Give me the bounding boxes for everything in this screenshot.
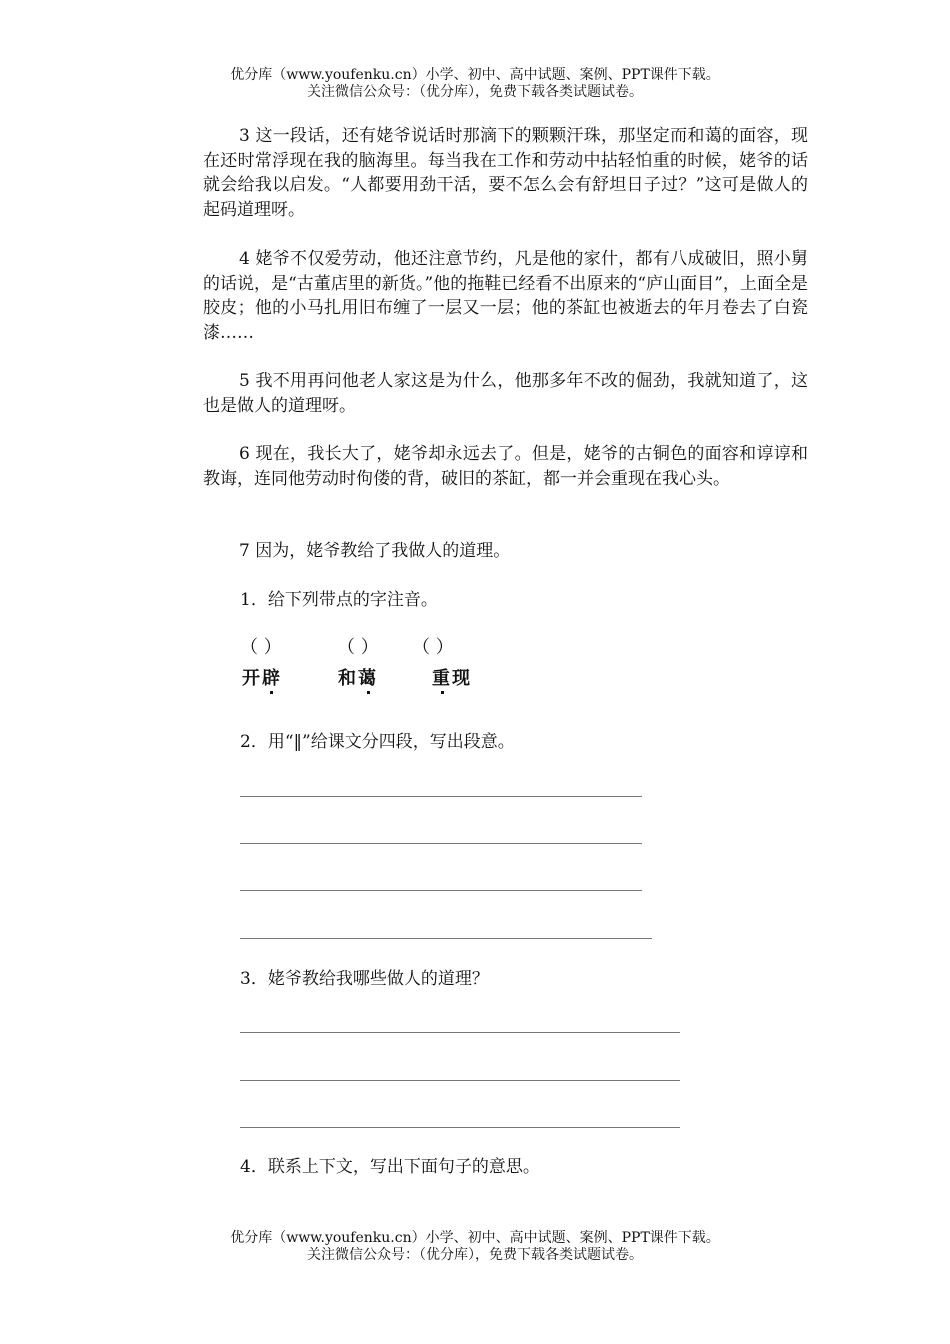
paragraph-4-text: 4 姥爷不仅爱劳动，他还注意节约，凡是他的家什，都有八成破旧，照小舅的话说，是“古董店里的新货。”他的拖鞋已经看不出原来的“庐山面目”，上面全是胶皮；他的小马扎用旧布缠了一层又一层；他的茶缸也被逝去的年月卷去了白瓷漆…… [203, 249, 808, 343]
answer-line[interactable] [240, 843, 642, 844]
paragraph-4 [203, 247, 808, 345]
answer-line[interactable] [240, 938, 652, 939]
emphasis-dot-1 [270, 691, 273, 694]
footer-line-1: 优分库（www.youfenku.cn）小学、初中、高中试题、案例、PPT课件下载。 [230, 1230, 720, 1246]
footer-line-2: 关注微信公众号：（优分库），免费下载各类试题试卷。 [307, 1247, 643, 1263]
answer-line[interactable] [240, 796, 642, 797]
question-2: 2．用“‖”给课文分四段，写出段意。 [240, 732, 515, 752]
paragraph-7 [203, 539, 808, 564]
paragraph-3 [203, 124, 808, 222]
emphasis-dot-3 [441, 691, 444, 694]
paragraph-6 [203, 442, 808, 491]
paragraph-6-text: 6 现在，我长大了，姥爷却永远去了。但是，姥爷的古铜色的面容和谆谆和教诲，连同他劳动时佝偻的背，破旧的茶缸，都一并会重现在我心头。 [203, 444, 808, 489]
emphasis-dot-2 [367, 691, 370, 694]
word-heai: 和蔼 [338, 668, 378, 689]
answer-line[interactable] [240, 1080, 680, 1081]
pinyin-blank-2[interactable]: （ ） [337, 637, 379, 658]
paragraph-3-text: 3 这一段话，还有姥爷说话时那滴下的颗颗汗珠，那坚定而和蔼的面容，现在还时常浮现在我的脑海里。每当我在工作和劳动中拈轻怕重的时候，姥爷的话就会给我以启发。“人都要用劲干活，要不怎么会有舒坦日子过？”这可是做人的起码道理呀。 [203, 126, 808, 220]
paragraph-7-text: 7 因为，姥爷教给了我做人的道理。 [239, 541, 511, 561]
page-header [0, 67, 950, 101]
paragraph-5 [203, 369, 808, 418]
answer-line[interactable] [240, 890, 642, 891]
paragraph-5-text: 5 我不用再问他老人家这是为什么，他那多年不改的倔劲，我就知道了，这也是做人的道理呀。 [203, 371, 808, 416]
page-footer [0, 1230, 950, 1264]
word-chongxian: 重现 [432, 668, 472, 689]
pinyin-blank-1[interactable]: （ ） [240, 637, 282, 658]
word-kaipi: 开辟 [242, 668, 282, 689]
header-line-2: 关注微信公众号：（优分库），免费下载各类试题试卷。 [307, 84, 643, 100]
pinyin-blank-3[interactable]: （ ） [412, 637, 454, 658]
answer-line[interactable] [240, 1127, 680, 1128]
header-line-1: 优分库（www.youfenku.cn）小学、初中、高中试题、案例、PPT课件下载。 [230, 67, 720, 83]
question-3: 3．姥爷教给我哪些做人的道理？ [240, 969, 489, 989]
answer-line[interactable] [240, 1032, 680, 1033]
question-4: 4．联系上下文，写出下面句子的意思。 [240, 1157, 540, 1177]
question-1: 1．给下列带点的字注音。 [240, 590, 438, 610]
